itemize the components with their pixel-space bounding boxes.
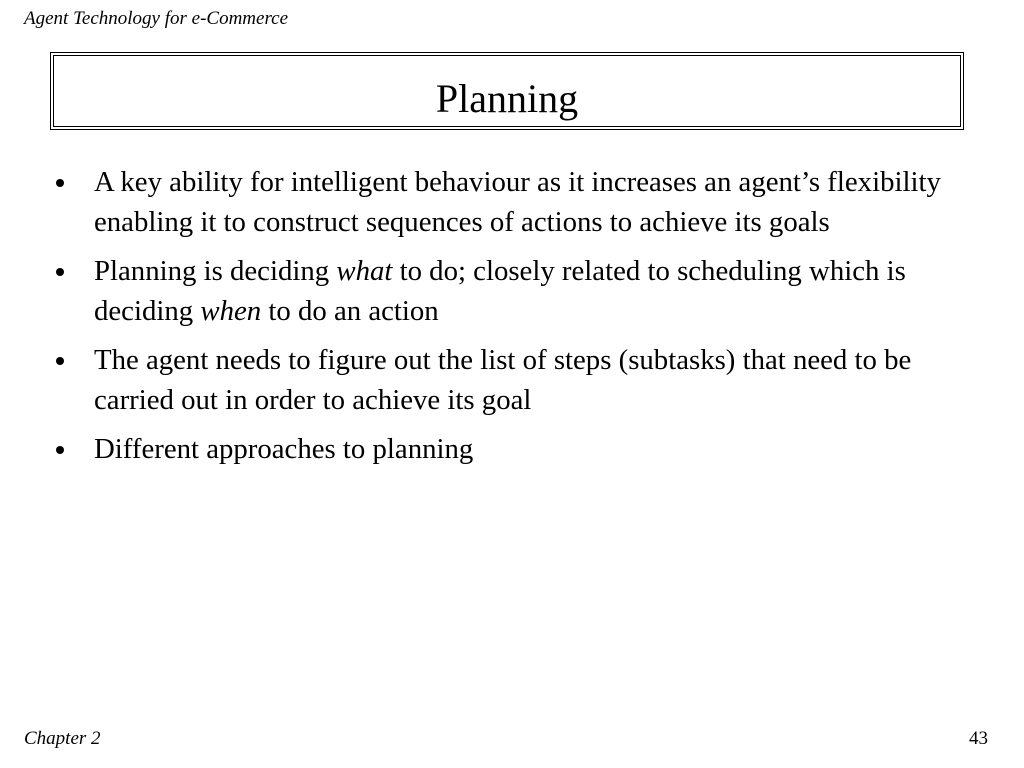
bullet-text: The agent needs to figure out the list of steps (subtasks) that need to be carried out in order to achieve its goal <box>94 344 912 416</box>
bullet-text-part: Planning is deciding <box>94 255 337 287</box>
bullet-text-part: to do; closely related to scheduling which is deciding <box>94 255 906 327</box>
footer-chapter: Chapter 2 <box>24 728 101 749</box>
bullet-dot-icon <box>56 446 64 454</box>
bullet-item <box>56 162 996 242</box>
bullet-dot-icon <box>56 268 64 276</box>
emphasis-what: what <box>336 255 393 287</box>
page-number: 43 <box>969 728 988 749</box>
emphasis-when: when <box>200 295 262 327</box>
bullet-list <box>56 162 996 478</box>
bullet-dot-icon <box>56 179 64 187</box>
bullet-dot-icon <box>56 357 64 365</box>
bullet-item <box>56 340 996 420</box>
bullet-text: Different approaches to planning <box>94 433 474 465</box>
title-box <box>50 52 964 130</box>
bullet-text: A key ability for intelligent behaviour as it increases an agent’s flexibility enabling it to construct sequences of actions to achieve its goals <box>94 166 941 238</box>
bullet-text-part: to do an action <box>261 295 439 327</box>
course-title: Agent Technology for e-Commerce <box>24 8 289 29</box>
bullet-item <box>56 429 996 469</box>
bullet-item <box>56 251 996 331</box>
slide-title: Planning <box>435 76 579 121</box>
bullet-text <box>94 255 906 327</box>
